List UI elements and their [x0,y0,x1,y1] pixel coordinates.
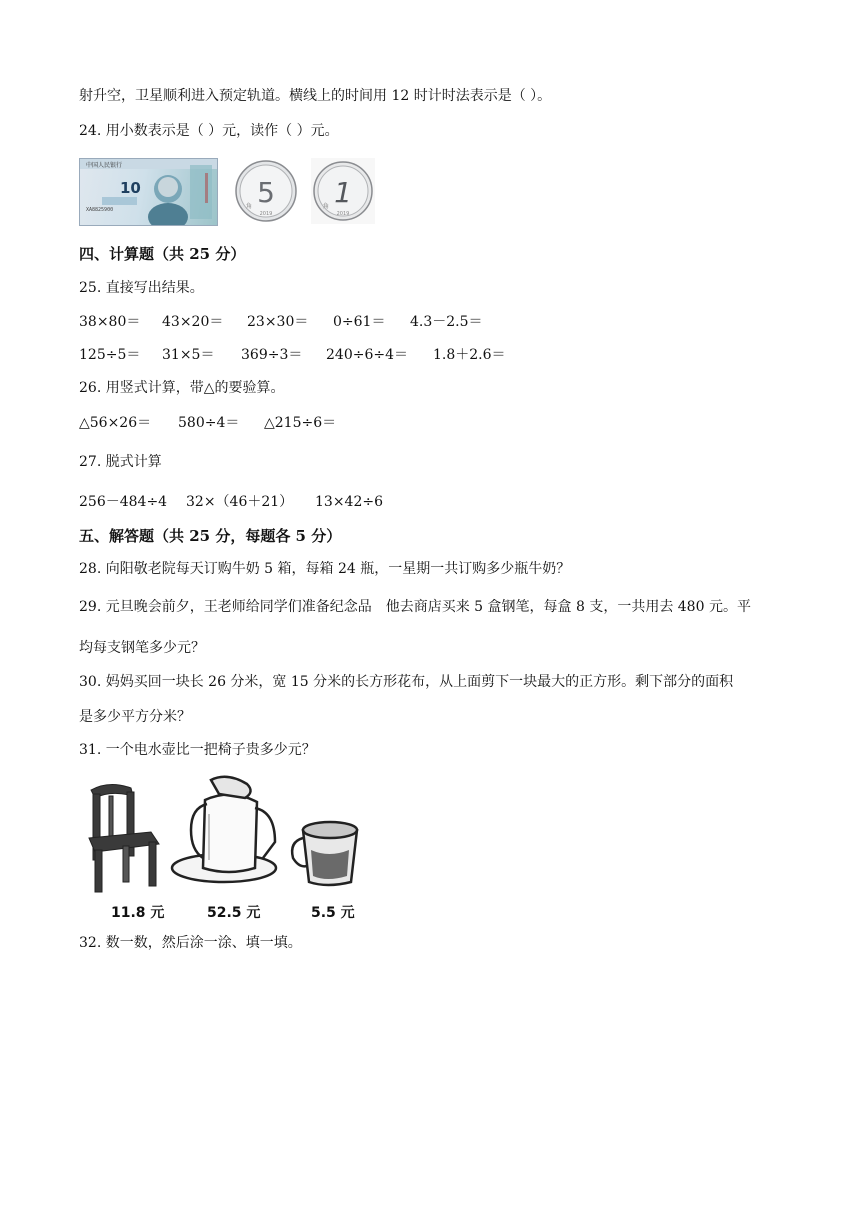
expression: 31×5＝ [162,347,215,363]
section-5-heading: 五、解答题（共 25 分，每题各 5 分） [79,527,342,545]
question-29: 29. 元旦晚会前夕，王老师给同学们准备纪念品 他去商店买来 5 盒钢笔，每盒 8 支，一共用去 480 元。平 [79,599,751,615]
chair-icon [89,784,159,892]
expression: 4.3－2.5＝ [410,314,483,330]
section-4-heading: 四、计算题（共 25 分） [79,245,246,263]
expression: 13×42÷6 [315,494,383,510]
expression: 125÷5＝ [79,347,141,363]
svg-text:1: 1 [334,176,352,209]
cup-icon [292,822,357,885]
ten-yuan-banknote [79,158,218,226]
price-illustration [79,768,369,920]
question-24: 24. 用小数表示是（ ）元，读作（ ）元。 [79,123,339,139]
question-25: 25. 直接写出结果。 [79,280,204,296]
cup-price: 5.5 元 [311,905,355,921]
question-23-continuation: 射升空，卫星顺利进入预定轨道。横线上的时间用 12 时计时法表示是（ ）。 [79,88,552,104]
question-29-continuation: 均每支钢笔多少元？ [79,640,205,656]
expression: 23×30＝ [247,314,309,330]
svg-text:2019: 2019 [336,211,350,217]
expression: 0÷61＝ [333,314,386,330]
five-jiao-coin [234,158,298,224]
question-28: 28. 向阳敬老院每天订购牛奶 5 箱，每箱 24 瓶，一星期一共订购多少瓶牛奶？ [79,561,571,577]
question-32: 32. 数一数，然后涂一涂、填一填。 [79,935,302,951]
question-30-continuation: 是多少平方分米？ [79,709,191,725]
svg-text:2019: 2019 [259,211,273,217]
question-30: 30. 妈妈买回一块长 26 分米，宽 15 分米的长方形花布，从上面剪下一块最大的正方形。剩下部分的面积 [79,674,734,690]
expression: △56×26＝ [79,415,152,431]
question-27: 27. 脱式计算 [79,454,162,470]
expression: 369÷3＝ [241,347,303,363]
kettle-icon [172,777,276,882]
question-26: 26. 用竖式计算，带△的要验算。 [79,380,285,396]
expression: △215÷6＝ [264,415,337,431]
svg-text:5: 5 [257,176,275,209]
expression: 256－484÷4 [79,494,168,510]
svg-text:角: 角 [323,203,330,210]
expression: 38×80＝ [79,314,141,330]
svg-text:XA8825900: XA8825900 [86,207,114,213]
expression: 580÷4＝ [178,415,240,431]
expression: 1.8＋2.6＝ [433,347,506,363]
banknote-header: 中国人民银行 [86,162,123,169]
chair-price: 11.8 元 [111,905,165,921]
svg-text:角: 角 [246,203,253,210]
question-31: 31. 一个电水壶比一把椅子贵多少元？ [79,742,316,758]
expression: 43×20＝ [162,314,224,330]
expression: 32×（46＋21） [186,494,294,510]
kettle-price: 52.5 元 [207,905,261,921]
expression: 240÷6÷4＝ [326,347,408,363]
banknote-value: 10 [120,179,141,197]
one-jiao-coin [311,158,375,224]
